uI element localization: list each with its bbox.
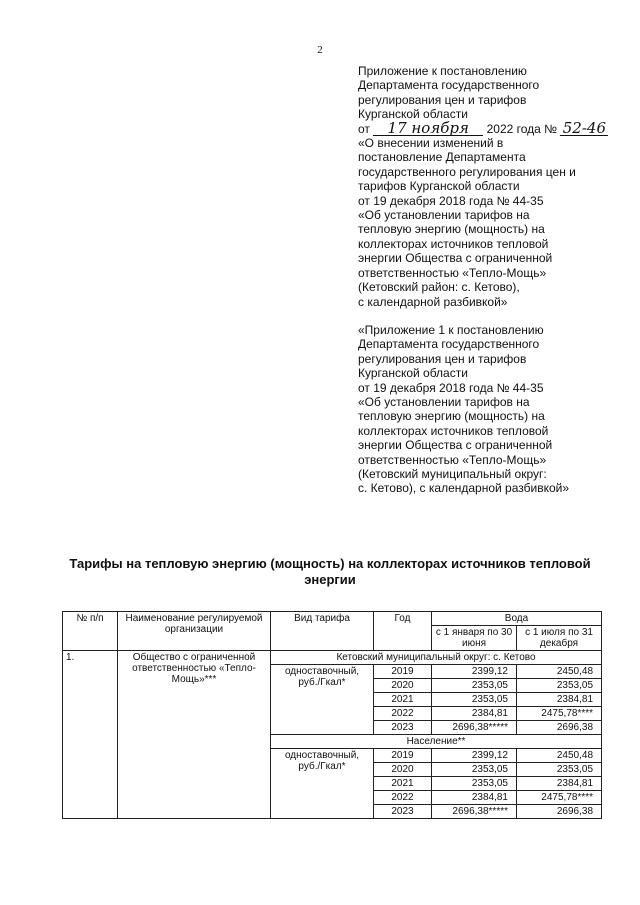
date-suffix: 2022 года № [486,121,558,136]
header-line: регулирования цен и тарифов [358,351,527,366]
tariff-table [62,611,602,819]
section-heading: Население** [271,735,602,749]
tariff-value-h1: 2353,05 [432,693,517,707]
col-header-year: Год [374,612,432,651]
title-line: энергии [304,572,356,587]
header-line: постановление Департамента [358,150,526,165]
year-cell: 2020 [374,763,432,777]
header-line: Курганской области [358,107,468,122]
document-title [60,556,600,588]
tariff-value-h2: 2475,78**** [517,707,602,721]
tariff-value-h1: 2353,05 [432,777,517,791]
tariff-type: одноставочный, руб./Гкал* [271,665,374,735]
header-line: «Приложение 1 к постановлению [358,322,544,337]
year-cell: 2021 [374,777,432,791]
organization-name: Общество с ограниченной ответственностью «Тепло-Мощь»*** [118,651,271,819]
tariff-value-h1: 2353,05 [432,679,517,693]
col-header-second-half: с 1 июля по 31 декабря [517,626,602,651]
year-cell: 2019 [374,665,432,679]
year-cell: 2019 [374,749,432,763]
header-line: (Кетовский район: с. Кетово), [358,280,520,295]
header-line: коллекторах источников тепловой [358,236,549,251]
tariff-value-h2: 2450,48 [517,665,602,679]
section-heading: Кетовский муниципальный округ: с. Кетово [271,651,602,665]
year-cell: 2023 [374,805,432,819]
header-line: энергии Общества с ограниченной [358,438,553,453]
header-line: энергии Общества с ограниченной [358,251,553,266]
tariff-value-h2: 2450,48 [517,749,602,763]
header-line: ответственностью «Тепло-Мощь» [358,452,547,467]
col-header-tariff-type: Вид тарифа [271,612,374,651]
tariff-value-h1: 2399,12 [432,749,517,763]
col-header-organization: Наименование регулируемой организации [118,612,271,651]
year-cell: 2021 [374,693,432,707]
date-prefix: от [358,121,370,136]
tariff-value-h2: 2384,81 [517,693,602,707]
header-line: коллекторах источников тепловой [358,423,549,438]
tariff-value-h1: 2384,81 [432,707,517,721]
header-line: ответственностью «Тепло-Мощь» [358,265,547,280]
col-header-water: Вода [432,612,602,626]
header-line: Департамента государственного [358,78,540,93]
tariff-value-h1: 2696,38***** [432,721,517,735]
tariff-value-h1: 2353,05 [432,763,517,777]
header-line: Курганской области [358,366,468,381]
tariff-value-h2: 2384,81 [517,777,602,791]
tariff-value-h2: 2696,38 [517,805,602,819]
page-number: 2 [317,44,323,56]
handwritten-number: 52-46 [560,122,608,136]
header-line: тепловую энергию (мощность) на [358,409,545,424]
header-line: с. Кетово), с календарной разбивкой» [358,481,570,496]
tariff-value-h1: 2696,38***** [432,805,517,819]
tariff-value-h1: 2399,12 [432,665,517,679]
header-line: с календарной разбивкой» [358,294,508,309]
header-line: тарифов Курганской области [358,179,520,194]
appendix-header [358,64,620,496]
tariff-value-h2: 2696,38 [517,721,602,735]
tariff-value-h1: 2384,81 [432,791,517,805]
header-line: (Кетовский муниципальный округ: [358,466,547,481]
header-line: «Об установлении тарифов на [358,394,530,409]
header-line: регулирования цен и тарифов [358,92,527,107]
title-line: Тарифы на тепловую энергию (мощность) на коллекторах источников тепловой [69,556,591,571]
year-cell: 2023 [374,721,432,735]
tariff-type: одноставочный, руб./Гкал* [271,749,374,819]
header-line: Приложение к постановлению [358,64,527,78]
header-line: государственного регулирования цен и [358,164,576,179]
header-line: Департамента государственного [358,337,540,352]
tariff-value-h2: 2475,78**** [517,791,602,805]
header-line: тепловую энергию (мощность) на [358,222,545,237]
header-line: «Об установлении тарифов на [358,208,530,223]
header-line: от 19 декабря 2018 года № 44-35 [358,193,544,208]
year-cell: 2022 [374,791,432,805]
tariff-value-h2: 2353,05 [517,763,602,777]
col-header-first-half: с 1 января по 30 июня [432,626,517,651]
tariff-value-h2: 2353,05 [517,679,602,693]
resolution-date-line [358,118,620,137]
year-cell: 2022 [374,707,432,721]
col-header-number: № п/п [63,612,118,651]
header-line: от 19 декабря 2018 года № 44-35 [358,380,544,395]
handwritten-date: 17 ноября [373,122,483,136]
year-cell: 2020 [374,679,432,693]
header-line: «О внесении изменений в [358,136,504,151]
row-number: 1. [63,651,118,819]
